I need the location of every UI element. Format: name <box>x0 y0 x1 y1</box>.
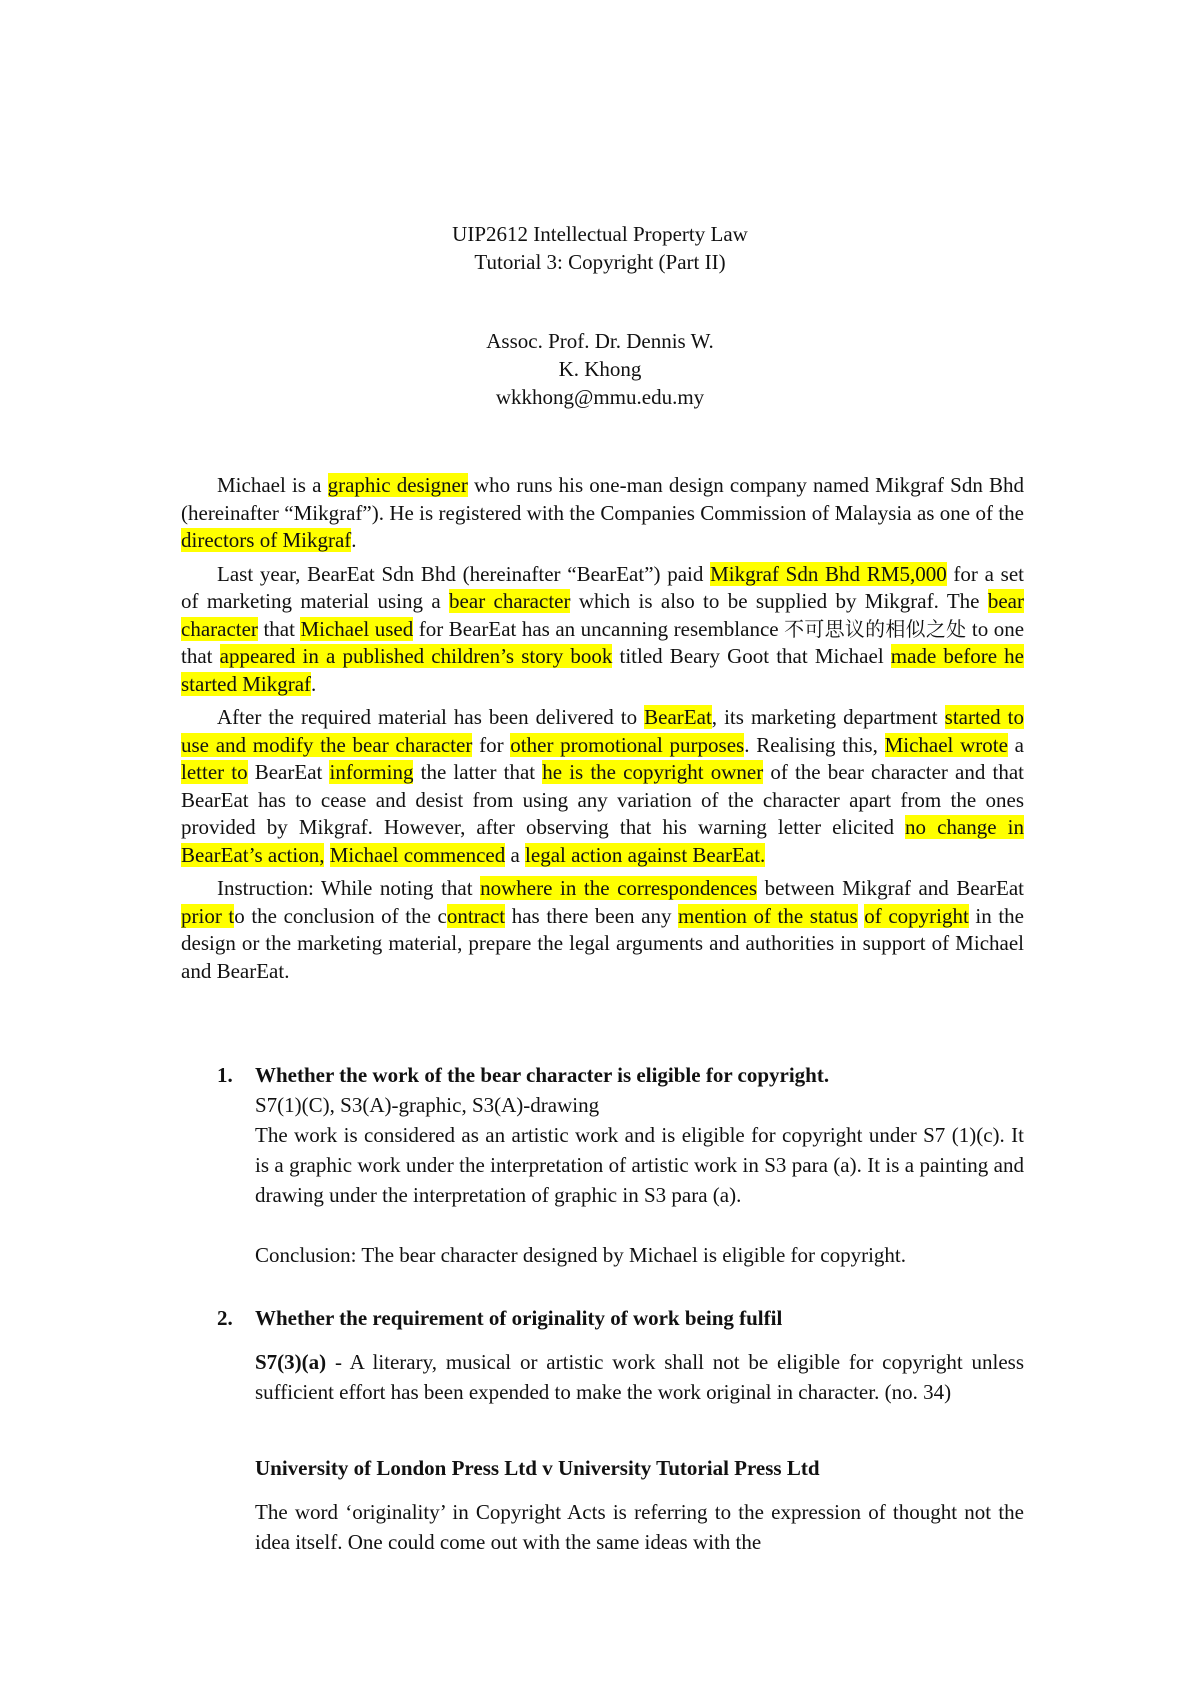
author-email: wkkhong@mmu.edu.my <box>495 385 705 409</box>
highlight: Michael wrote <box>884 732 1008 757</box>
highlight: prior t <box>181 903 235 928</box>
paragraph-2: Last year, BearEat Sdn Bhd (hereinafter “BearEat”) paid Mikgraf Sdn Bhd RM5,000 for a set of marketing material using a bear character which is also to be supplied by Mikgraf. The bear character that Michael used for BearEat has an uncanning resemblance 不可思议的相似之处 to one that appeared in a published children’s story book titled Beary Goot that Michael made before he started Mikgraf. <box>181 561 1025 696</box>
highlight: ontract <box>446 903 506 928</box>
highlight: informing <box>329 760 414 784</box>
section-references: S7(1)(C), S3(A)-graphic, S3(A)-drawing <box>255 1093 600 1117</box>
highlight: no change in BearEat’s action, <box>181 815 1025 867</box>
highlight: appeared in a published children’s story book <box>219 644 613 668</box>
case-name: University of London Press Ltd v University Tutorial Press Ltd <box>255 1456 820 1480</box>
list-number: 1. <box>217 1063 233 1087</box>
scenario-text <box>181 472 1024 991</box>
item-conclusion: Conclusion: The bear character designed by Michael is eligible for copyright. <box>255 1243 906 1267</box>
author-name-line2: K. Khong <box>558 357 642 381</box>
highlight: bear character <box>449 589 571 613</box>
list-number: 2. <box>217 1306 233 1330</box>
paragraph-3: After the required material has been delivered to BearEat, its marketing department started to use and modify the bear character for other promotional purposes. Realising this, Michael wrote a letter to BearEat informing the latter that he is the copyright owner of the bear character and that BearEat has to cease and desist from using any variation of the character apart from the ones provided by Mikgraf. However, after observing that his warning letter elicited no change in BearEat’s action, Michael commenced a legal action against BearEat. <box>181 705 1025 867</box>
highlight: legal action against BearEat. <box>525 842 766 867</box>
chinese-annotation: 不可思议的相似之处 <box>784 616 967 641</box>
highlight: mention of the status <box>678 903 858 928</box>
highlight: bear character <box>181 589 1024 641</box>
course-title: UIP2612 Intellectual Property Law <box>452 222 748 246</box>
item-heading: Whether the work of the bear character is eligible for copyright. <box>255 1063 830 1087</box>
highlight: directors of Mikgraf <box>181 528 352 552</box>
item-heading: Whether the requirement of originality of work being fulfil <box>255 1306 783 1330</box>
highlight: he is the copyright owner <box>542 760 764 784</box>
case-text: The word ‘originality’ in Copyright Acts is referring to the expression of thought not the idea itself. One could come out with the same ideas with the <box>255 1500 1024 1554</box>
statute-paragraph: S7(3)(a) - A literary, musical or artistic work shall not be eligible for copyright unless sufficient effort has been expended to make the work original in character. (no. 34) <box>255 1350 1024 1404</box>
highlight: started to use and modify the bear character <box>181 705 1024 757</box>
highlight: made before he started Mikgraf <box>181 644 1024 696</box>
highlight: nowhere in the correspondences <box>480 876 758 900</box>
paragraph-4: Instruction: While noting that nowhere in the correspondences between Mikgraf and BearEat prior to the conclusion of the contract has there been any mention of the status of copyright in the design or the marketing material, prepare the legal arguments and authorities in support of Michael and BearEat. <box>181 876 1024 983</box>
highlight: BearEat <box>644 705 712 729</box>
author-name-line1: Assoc. Prof. Dr. Dennis W. <box>486 329 714 353</box>
highlight: letter to <box>181 760 248 784</box>
item-body: The work is considered as an artistic work and is eligible for copyright under S7 (1)(c). It is a graphic work under the interpretation of artistic work in S3 para (a). It is a painting and drawing under the interpretation of graphic in S3 para (a). <box>255 1123 1024 1207</box>
highlight: of copyright <box>864 903 969 928</box>
highlight: graphic designer <box>327 473 468 497</box>
highlight: Michael used <box>300 616 414 641</box>
highlight: other promotional purposes <box>510 732 745 757</box>
tutorial-title: Tutorial 3: Copyright (Part II) <box>474 250 726 274</box>
statute-reference: S7(3)(a) <box>255 1350 327 1374</box>
highlight: Mikgraf Sdn Bhd RM5,000 <box>710 561 947 586</box>
highlight: Michael commenced <box>329 842 506 867</box>
paragraph-1: Michael is a graphic designer who runs his one-man design company named Mikgraf Sdn Bhd (hereinafter “Mikgraf”). He is registered with the Companies Commission of Malaysia as one of the directors of Mikgraf. <box>181 473 1024 552</box>
